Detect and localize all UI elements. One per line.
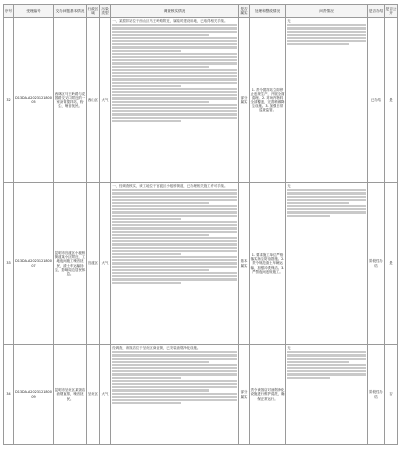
table-row: [4, 18, 398, 183]
row-investigation: [111, 345, 239, 445]
header-is-true: 是否属实: [239, 5, 250, 18]
row-is-true: 部分属实: [239, 18, 250, 183]
row-status: 阶段性办结: [368, 183, 385, 345]
investigation-body: [112, 24, 237, 122]
inspection-table: [3, 4, 398, 445]
header-seq: 序号: [4, 5, 14, 18]
row-seq: 34: [4, 345, 14, 445]
row-accountability: 无: [286, 18, 368, 183]
table-header-row: [4, 5, 398, 18]
investigation-lead: 一、某搅拌站位于西山区马王岭路附近，属临时建设用地，已取得相关手续。: [112, 19, 228, 23]
row-handling: 责令该饭店对油烟净化设施进行维护清洗，确保正常运行。: [250, 345, 286, 445]
header-case-no: 受理编号: [14, 5, 54, 18]
row-complaint: 昆明市呈贡区某饭店油烟直排，噪音扰民。: [54, 345, 87, 445]
header-region: 交办问题基本情况: [54, 5, 87, 18]
row-public: 否: [385, 345, 398, 445]
investigation-lead: 经调查，该饭店位于呈贡区商业街，已安装油烟净化设施。: [112, 346, 201, 350]
row-complaint: 西林区马王岭路与花园路交叉口附近的一家沥青搅拌站，粉尘、噪音扰民。: [54, 18, 87, 183]
row-handling: 1. 要求施工单位严格落实扬尘防治措施。2. 责令规范渣土车辆运输，加强冲洗保洁。3. 严禁夜间违规施工。: [250, 183, 286, 345]
row-district: 西山区: [87, 18, 100, 183]
row-handling: 1. 责令搅拌站立即停止违规生产，开展全面清理。2. 对场内物料全部覆盖，完善喷淋降尘设施。3. 加强日常巡查监管。: [250, 18, 286, 183]
header-pollution: 污染类型: [100, 5, 111, 18]
header-investigation: 调查核实情况: [111, 5, 239, 18]
row-public: 是: [385, 18, 398, 183]
row-public: 是: [385, 183, 398, 345]
row-accountability: 无: [286, 345, 368, 445]
row-district: 官渡区: [87, 183, 100, 345]
row-complaint: 昆明市官渡区小板桥街道某小区附近，工地夜间施工噪音扰民，渣土车运输扬尘，影响周边居民休息。: [54, 183, 87, 345]
header-accountability: 问责情况: [286, 5, 368, 18]
row-pollution: 大气: [100, 183, 111, 345]
table-row: [4, 183, 398, 345]
row-pollution: 大气: [100, 345, 111, 445]
row-investigation: [111, 183, 239, 345]
row-seq: 33: [4, 183, 14, 345]
row-case-no: D13DA-A202312180009: [14, 345, 54, 445]
header-handling: 处理和整改情况: [250, 5, 286, 18]
row-is-true: 部分属实: [239, 345, 250, 445]
row-investigation: [111, 18, 239, 183]
investigation-lead: 一、经调查核实，该工地位于官渡区小板桥街道，已办理相关施工许可手续。: [112, 184, 228, 188]
row-case-no: D13DA-A202312180007: [14, 183, 54, 345]
row-district: 呈贡区: [87, 345, 100, 445]
row-is-true: 基本属实: [239, 183, 250, 345]
row-status: 已办结: [368, 18, 385, 183]
row-accountability: 无: [286, 183, 368, 345]
table-row: [4, 345, 398, 445]
row-case-no: D13DA-A202312180005: [14, 18, 54, 183]
header-district: 行政区域: [87, 5, 100, 18]
row-pollution: 大气: [100, 18, 111, 183]
row-status: 阶段性办结: [368, 345, 385, 445]
investigation-body: [112, 351, 237, 404]
header-public: 是否公开: [385, 5, 398, 18]
row-seq: 32: [4, 18, 14, 183]
header-status: 是否办结: [368, 5, 385, 18]
investigation-body: [112, 189, 237, 284]
